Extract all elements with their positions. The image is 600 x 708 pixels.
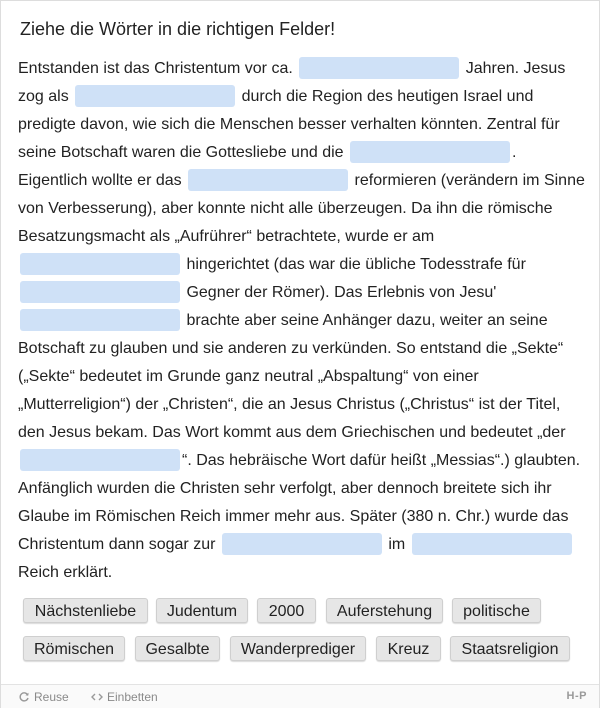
text-segment: reformieren (verändern im Sinne von Verbesserung), aber konnte nicht alle überzeugen. Da ihn die römische Besatzungsmacht als „Aufrührer“ betrachtete, wurde er am: [18, 172, 585, 245]
code-icon: [91, 691, 103, 703]
text-segment: im: [388, 536, 406, 553]
drop-zone-5[interactable]: [20, 253, 180, 275]
refresh-icon: [18, 691, 30, 703]
draggable-word[interactable]: Staatsreligion: [450, 636, 570, 661]
embed-button[interactable]: [91, 690, 158, 704]
reuse-label: Reuse: [34, 690, 69, 704]
text-segment: hingerichtet (das war die übliche Todesstrafe für: [186, 256, 526, 273]
text-segment: . Eigentlich wollte er das: [18, 144, 517, 189]
drop-zone-9[interactable]: [222, 533, 382, 555]
text-segment: Gegner der Römer). Das Erlebnis von Jesu': [186, 284, 497, 301]
text-segment: Jahren. Jesus zog als: [18, 60, 566, 105]
drop-zone-2[interactable]: [75, 85, 235, 107]
drop-zone-4[interactable]: [188, 169, 348, 191]
draggable-word[interactable]: politische: [452, 598, 541, 623]
draggable-word[interactable]: Gesalbte: [135, 636, 220, 661]
draggable-word[interactable]: Römischen: [23, 636, 125, 661]
drop-zone-10[interactable]: [412, 533, 572, 555]
drop-zone-8[interactable]: [20, 449, 180, 471]
text-segment: Entstanden ist das Christentum vor ca.: [18, 60, 293, 77]
footer-bar: [1, 684, 599, 708]
text-segment: “. Das hebräische Wort dafür heißt „Messias“.) glaubten. Anfänglich wurden die Christen sehr verfolgt, aber dennoch breitete sich ihr Glaube im Römischen Reich immer mehr aus. Später (380 n. Chr.) wurde das Christentum dann sogar zur: [18, 452, 581, 553]
text-segment: durch die Region des heutigen Israel und predigte davon, wie sich die Menschen besser verhalten könnten. Zentral für seine Botschaft waren die Gottesliebe und die: [18, 88, 560, 161]
h5p-logo[interactable]: H-P: [566, 690, 587, 702]
drop-zone-7[interactable]: [20, 309, 180, 331]
cloze-text: [18, 55, 590, 587]
draggable-word[interactable]: Kreuz: [376, 636, 441, 661]
embed-label: Einbetten: [107, 690, 158, 704]
draggable-word[interactable]: Judentum: [156, 598, 248, 623]
draggable-word[interactable]: Auferstehung: [326, 598, 443, 623]
draggable-word[interactable]: Wanderprediger: [230, 636, 366, 661]
reuse-button[interactable]: [18, 690, 69, 704]
text-segment: Reich erklärt.: [18, 564, 113, 581]
task-title: Ziehe die Wörter in die richtigen Felder!: [20, 19, 336, 39]
draggable-word[interactable]: 2000: [257, 598, 316, 623]
draggable-word[interactable]: Nächstenliebe: [23, 598, 148, 623]
drop-zone-3[interactable]: [350, 141, 510, 163]
drop-zone-6[interactable]: [20, 281, 180, 303]
text-segment: brachte aber seine Anhänger dazu, weiter an seine Botschaft zu glauben und sie anderen zu verkünden. So entstand die „Sekte“ („Sekte“ bedeutet im Grunde ganz neutral „Abspaltung“ von einer „Mutterreligion“) der „Christen“, die an Jesus Christus („Christus“ ist der Titel, den Jesus bekam. Das Wort kommt aus dem Griechischen und bedeutet „der: [18, 312, 566, 441]
drop-zone-1[interactable]: [299, 57, 459, 79]
